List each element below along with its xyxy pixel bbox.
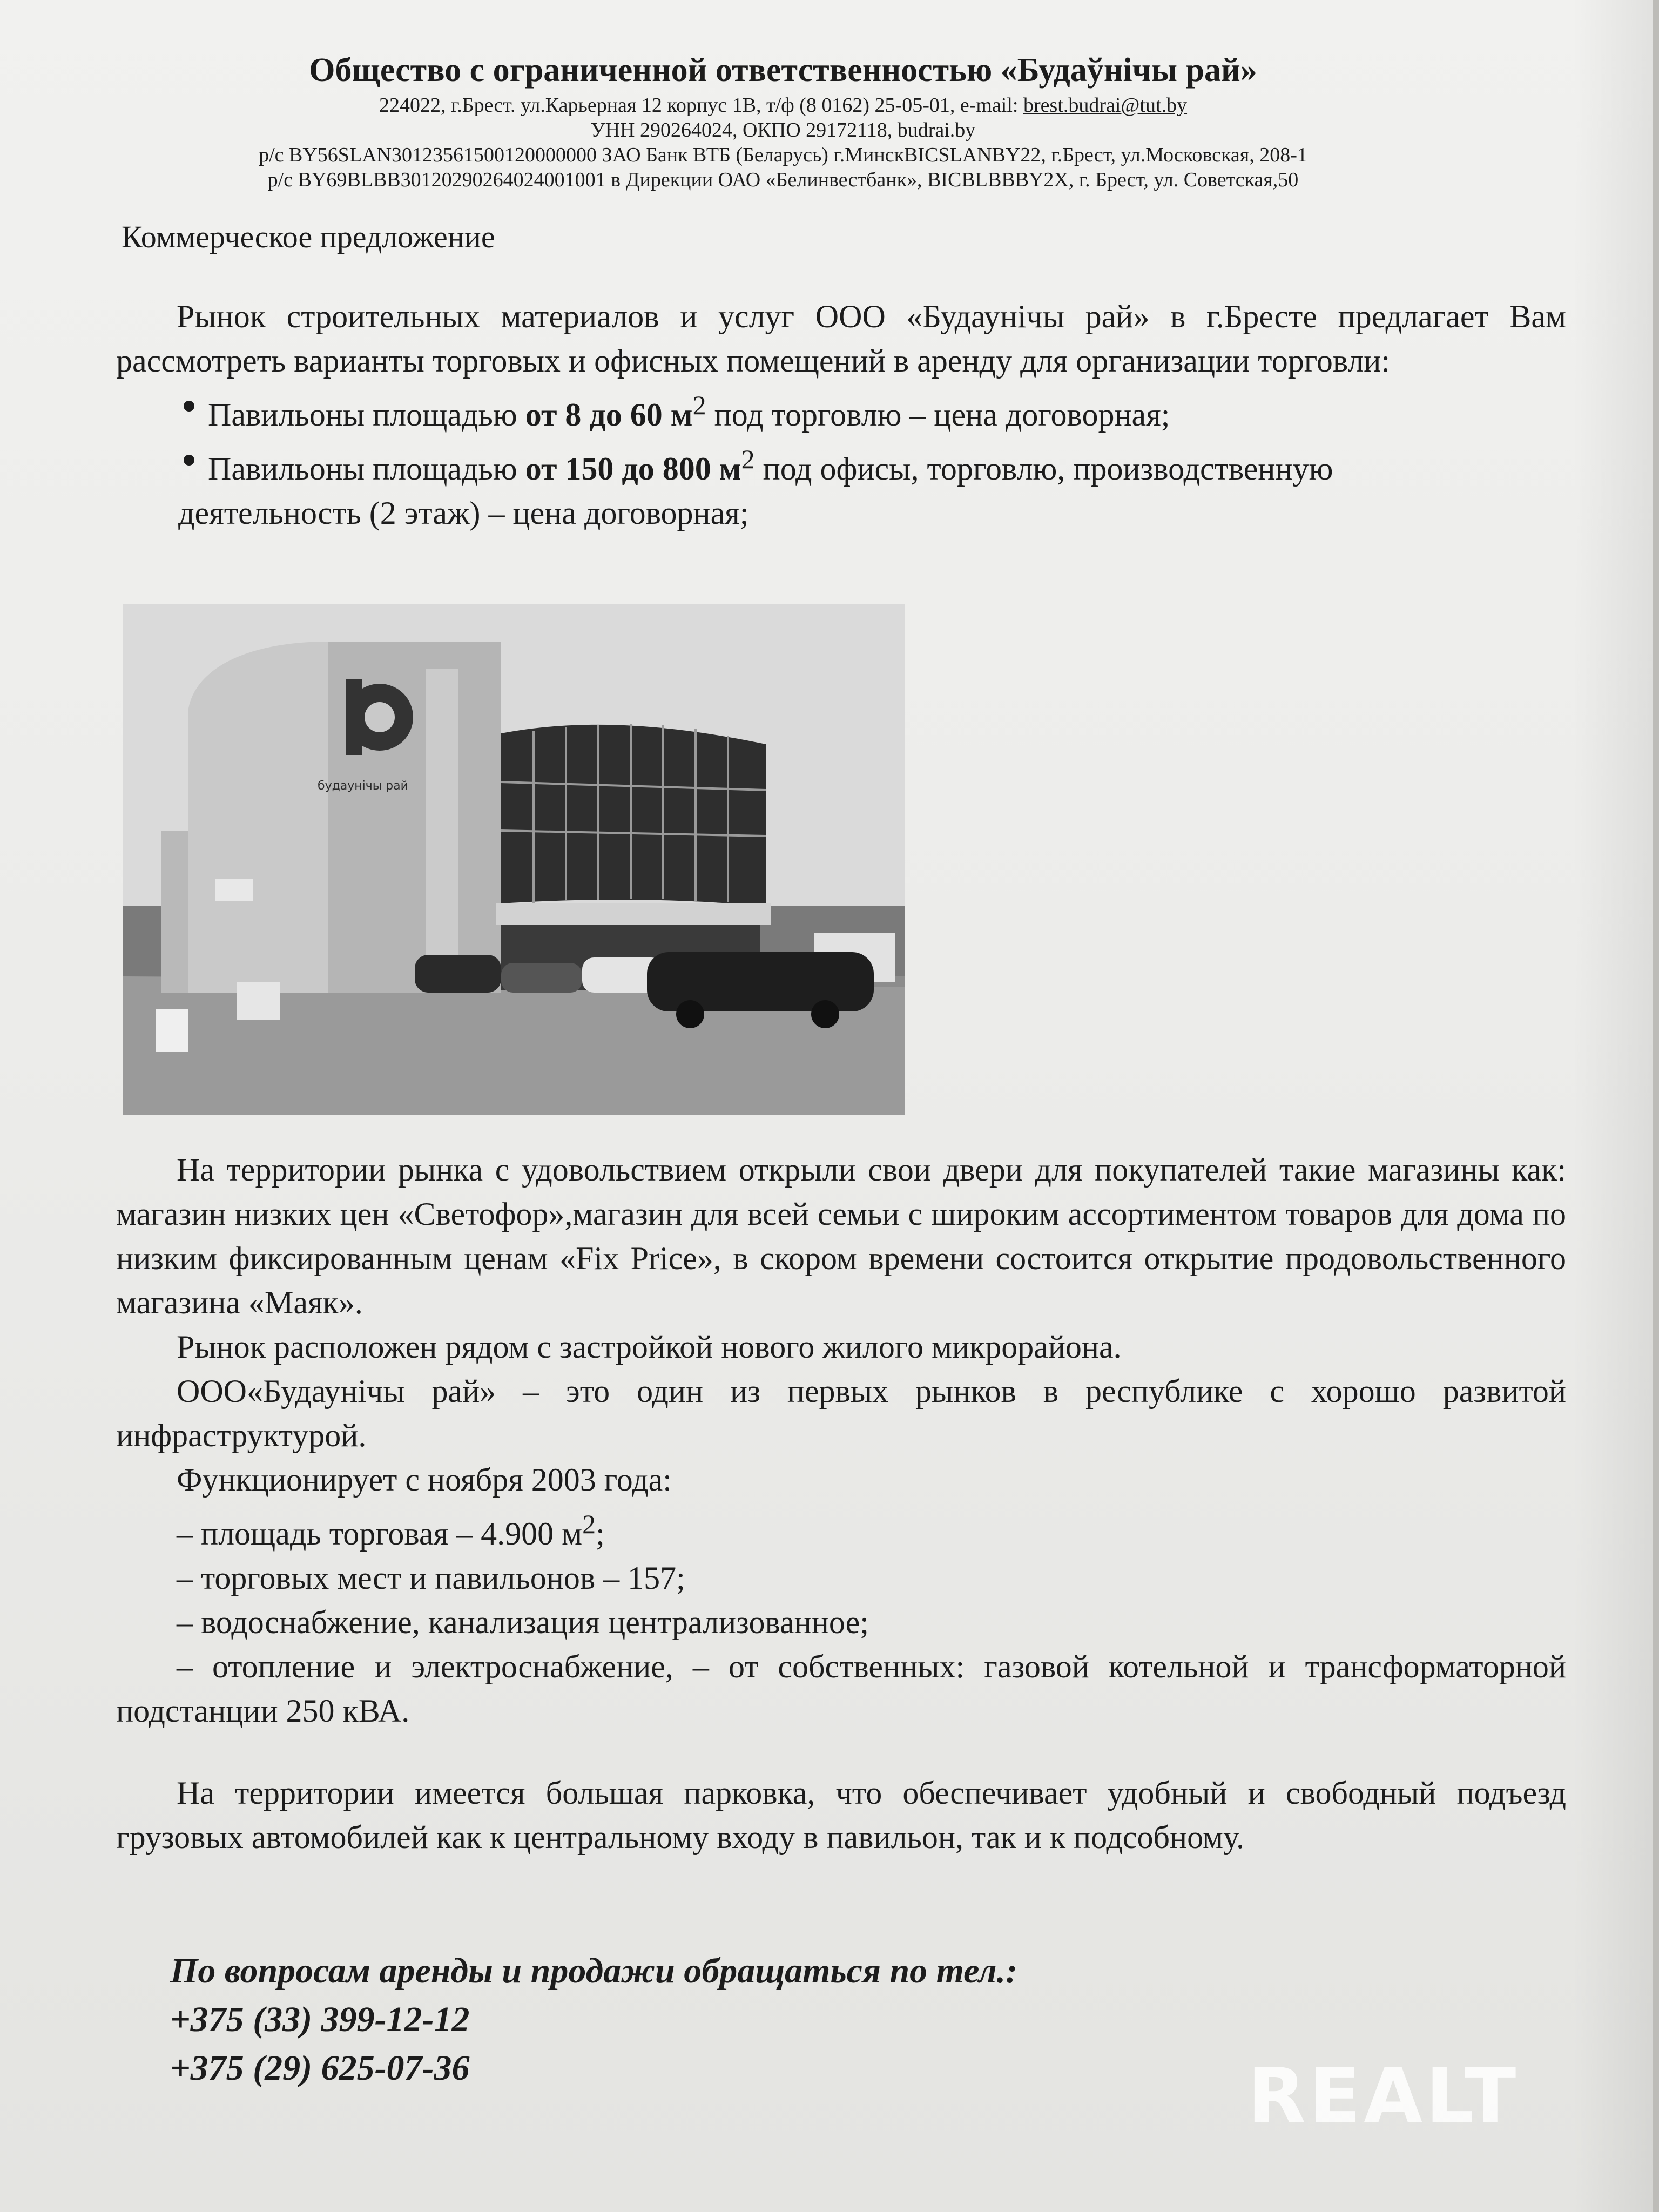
- offer-1-suffix: под торговлю – цена договорная;: [706, 397, 1170, 433]
- operating-since: Функционирует с ноября 2003 года:: [177, 1462, 672, 1498]
- stores-paragraph: На территории рынка с удовольствием открыли свои двери для покупателей такие магазины как: магазин низких цен «Светофор»,магазин для всей семьи с широким ассортиментом товаров для дома по низким фиксированным ценам «Fix Price», в скором времени состоится открытие продовольственного магазина «Маяк».: [116, 1152, 1566, 1320]
- contacts-block: [170, 1947, 1017, 2093]
- address-line: [162, 93, 1404, 118]
- intro-paragraph: Рынок строительных материалов и услуг ООО «Будаунічы рай» в г.Бресте предлагает Вам рассмотреть варианты торговых и офисных помещений в аренду для организации торговли:: [116, 299, 1566, 379]
- bank-account-line-2: р/с BY69BLBB30120290264024001001 в Дирекции ОАО «Белинвестбанк», BICBLBBBY2X, г. Брест, ул. Советская,50: [267, 168, 1299, 191]
- offer-2-area: от 150 до 800 м: [525, 451, 741, 487]
- offer-1-unit-exp: 2: [692, 390, 706, 420]
- letterhead: [162, 51, 1404, 192]
- offer-2-unit-exp: 2: [741, 444, 755, 474]
- building-illustration: [123, 604, 905, 1115]
- company-name: Общество с ограниченной ответственностью «Будаўнічы рай»: [309, 52, 1257, 89]
- phone-1[interactable]: +375 (33) 399-12-12: [170, 2000, 470, 2039]
- offer-1-area: от 8 до 60 м: [525, 397, 693, 433]
- offer-2-continuation: деятельность (2 этаж) – цена договорная;: [178, 495, 749, 531]
- fact-heating: – отопление и электроснабжение, – от собственных: газовой котельной и трансформаторной подстанции 250 кВА.: [116, 1649, 1566, 1729]
- phone-2[interactable]: +375 (29) 625-07-36: [170, 2048, 470, 2088]
- intro-section: [116, 294, 1566, 535]
- bullet-icon: [184, 401, 194, 412]
- address-text: 224022, г.Брест. ул.Карьерная 12 корпус 1В, т/ф (8 0162) 25-05-01, e-mail:: [379, 94, 1019, 117]
- realt-watermark: REALT: [1247, 2052, 1520, 2140]
- fact-trade-area-text: – площадь торговая – 4.900 м: [177, 1516, 583, 1552]
- fact-trade-area-exp: 2: [582, 1509, 596, 1539]
- offer-1-prefix: Павильоны площадью: [208, 397, 525, 433]
- location-paragraph: Рынок расположен рядом с застройкой нового жилого микрорайона.: [177, 1329, 1122, 1365]
- offer-2-prefix: Павильоны площадью: [208, 451, 525, 487]
- bullet-icon: [184, 455, 194, 466]
- page-edge: [1653, 0, 1659, 2212]
- fact-water: – водоснабжение, канализация централизованное;: [177, 1604, 869, 1640]
- fact-trade-places: – торговых мест и павильонов – 157;: [177, 1560, 685, 1596]
- offer-item-1: [116, 383, 1566, 437]
- infrastructure-paragraph: ООО«Будаунічы рай» – это один из первых рынков в республике с хорошо развитой инфраструктурой.: [116, 1373, 1566, 1453]
- offer-2-suffix: под офисы, торговлю, производственную: [754, 451, 1333, 487]
- bank-account-line-1: р/с BY56SLAN30123561500120000000 ЗАО Банк ВТБ (Беларусь) г.МинскBICSLANBY22, г.Брест, ул.Московская, 208-1: [259, 144, 1307, 166]
- main-section: [116, 1148, 1566, 1859]
- building-sign-text: будаунічы рай: [318, 779, 408, 793]
- email-link[interactable]: brest.budrai@tut.by: [1023, 94, 1188, 117]
- parking-paragraph: На территории имеется большая парковка, что обеспечивает удобный и свободный подъезд грузовых автомобилей как к центральному входу в павильон, так и к подсобному.: [116, 1775, 1566, 1855]
- fact-trade-area-end: ;: [596, 1516, 605, 1552]
- building-photo: [123, 604, 905, 1115]
- fact-trade-area: [116, 1502, 1566, 1556]
- offer-item-2: [116, 437, 1566, 491]
- registration-line: УНН 290264024, ОКПО 29172118, budrai.by: [590, 119, 976, 141]
- document-title: Коммерческое предложение: [122, 219, 495, 254]
- page-shadow: [1573, 0, 1659, 2212]
- contacts-heading: По вопросам аренды и продажи обращаться по тел.:: [170, 1951, 1018, 1991]
